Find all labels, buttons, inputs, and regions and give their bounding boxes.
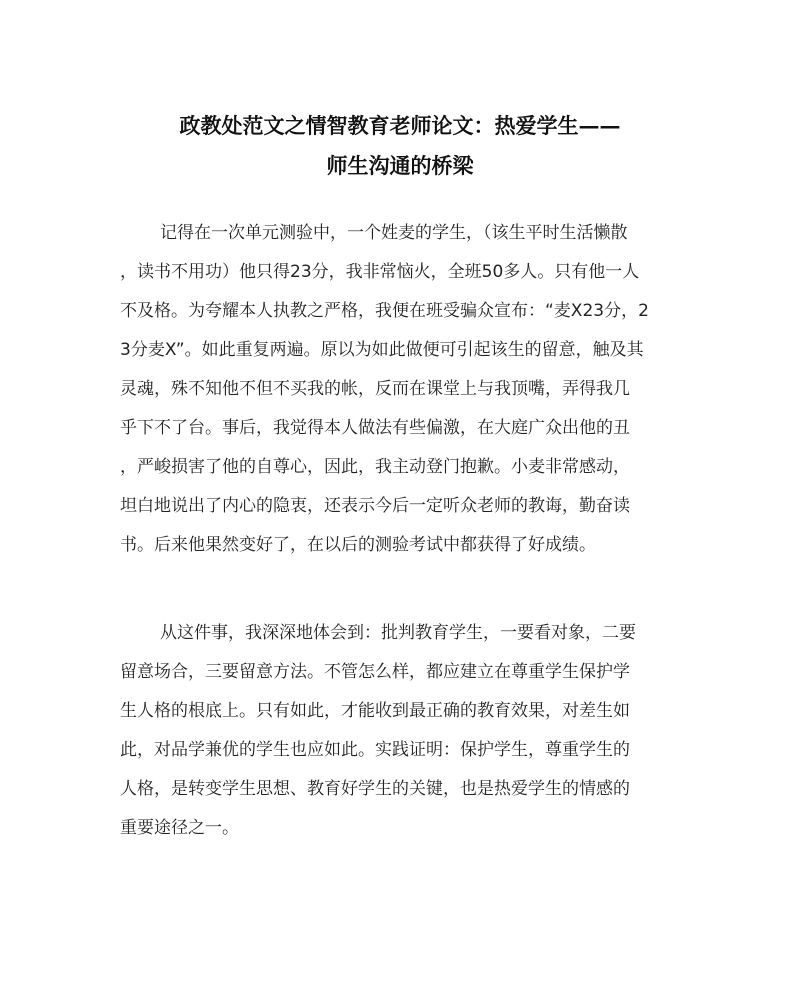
paragraph-line: 坦白地说出了内心的隐衷，还表示今后一定听众老师的教诲，勤奋读	[120, 496, 630, 516]
paragraph-line: 乎下不了台。事后，我觉得本人做法有些偏激，在大庭广众出他的丑	[120, 418, 630, 438]
paragraph-line: 书。后来他果然变好了，在以后的测验考试中都获得了好成绩。	[120, 535, 596, 555]
paragraph-line: 不及格。为夸耀本人执教之严格，我便在班受骗众宣布：“麦X23分，2	[120, 301, 649, 321]
paragraph-line: ，严峻损害了他的自尊心，因此，我主动登门抱歉。小麦非常感动，	[120, 457, 630, 477]
paragraph-line: 重要途径之一。	[120, 818, 239, 838]
paragraph-line: 生人格的根底上。只有如此，才能收到最正确的教育效果，对差生如	[120, 701, 630, 721]
paragraph-line: 灵魂，殊不知他不但不买我的帐，反而在课堂上与我顶嘴，弄得我几	[120, 379, 630, 399]
paragraph-line: 记得在一次单元测验中，一个姓麦的学生，（该生平时生活懒散	[160, 223, 628, 243]
document-title-line-1: 政教处范文之情智教育老师论文：热爱学生——	[179, 113, 621, 138]
paragraph-line: 此，对品学兼优的学生也应如此。实践证明：保护学生，尊重学生的	[120, 740, 630, 760]
paragraph-line: 留意场合，三要留意方法。不管怎么样，都应建立在尊重学生保护学	[120, 662, 630, 682]
paragraph-line: ，读书不用功）他只得23分，我非常恼火，全班50多人。只有他一人	[120, 262, 640, 282]
document-title-line-2: 师生沟通的桥梁	[326, 153, 474, 178]
paragraph-line: 3分麦X”。如此重复两遍。原以为如此做便可引起该生的留意，触及其	[120, 340, 644, 360]
paragraph-line: 人格，是转变学生思想、教育好学生的关键，也是热爱学生的情感的	[120, 779, 630, 799]
paragraph-line: 从这件事，我深深地体会到：批判教育学生，一要看对象，二要	[160, 623, 636, 643]
